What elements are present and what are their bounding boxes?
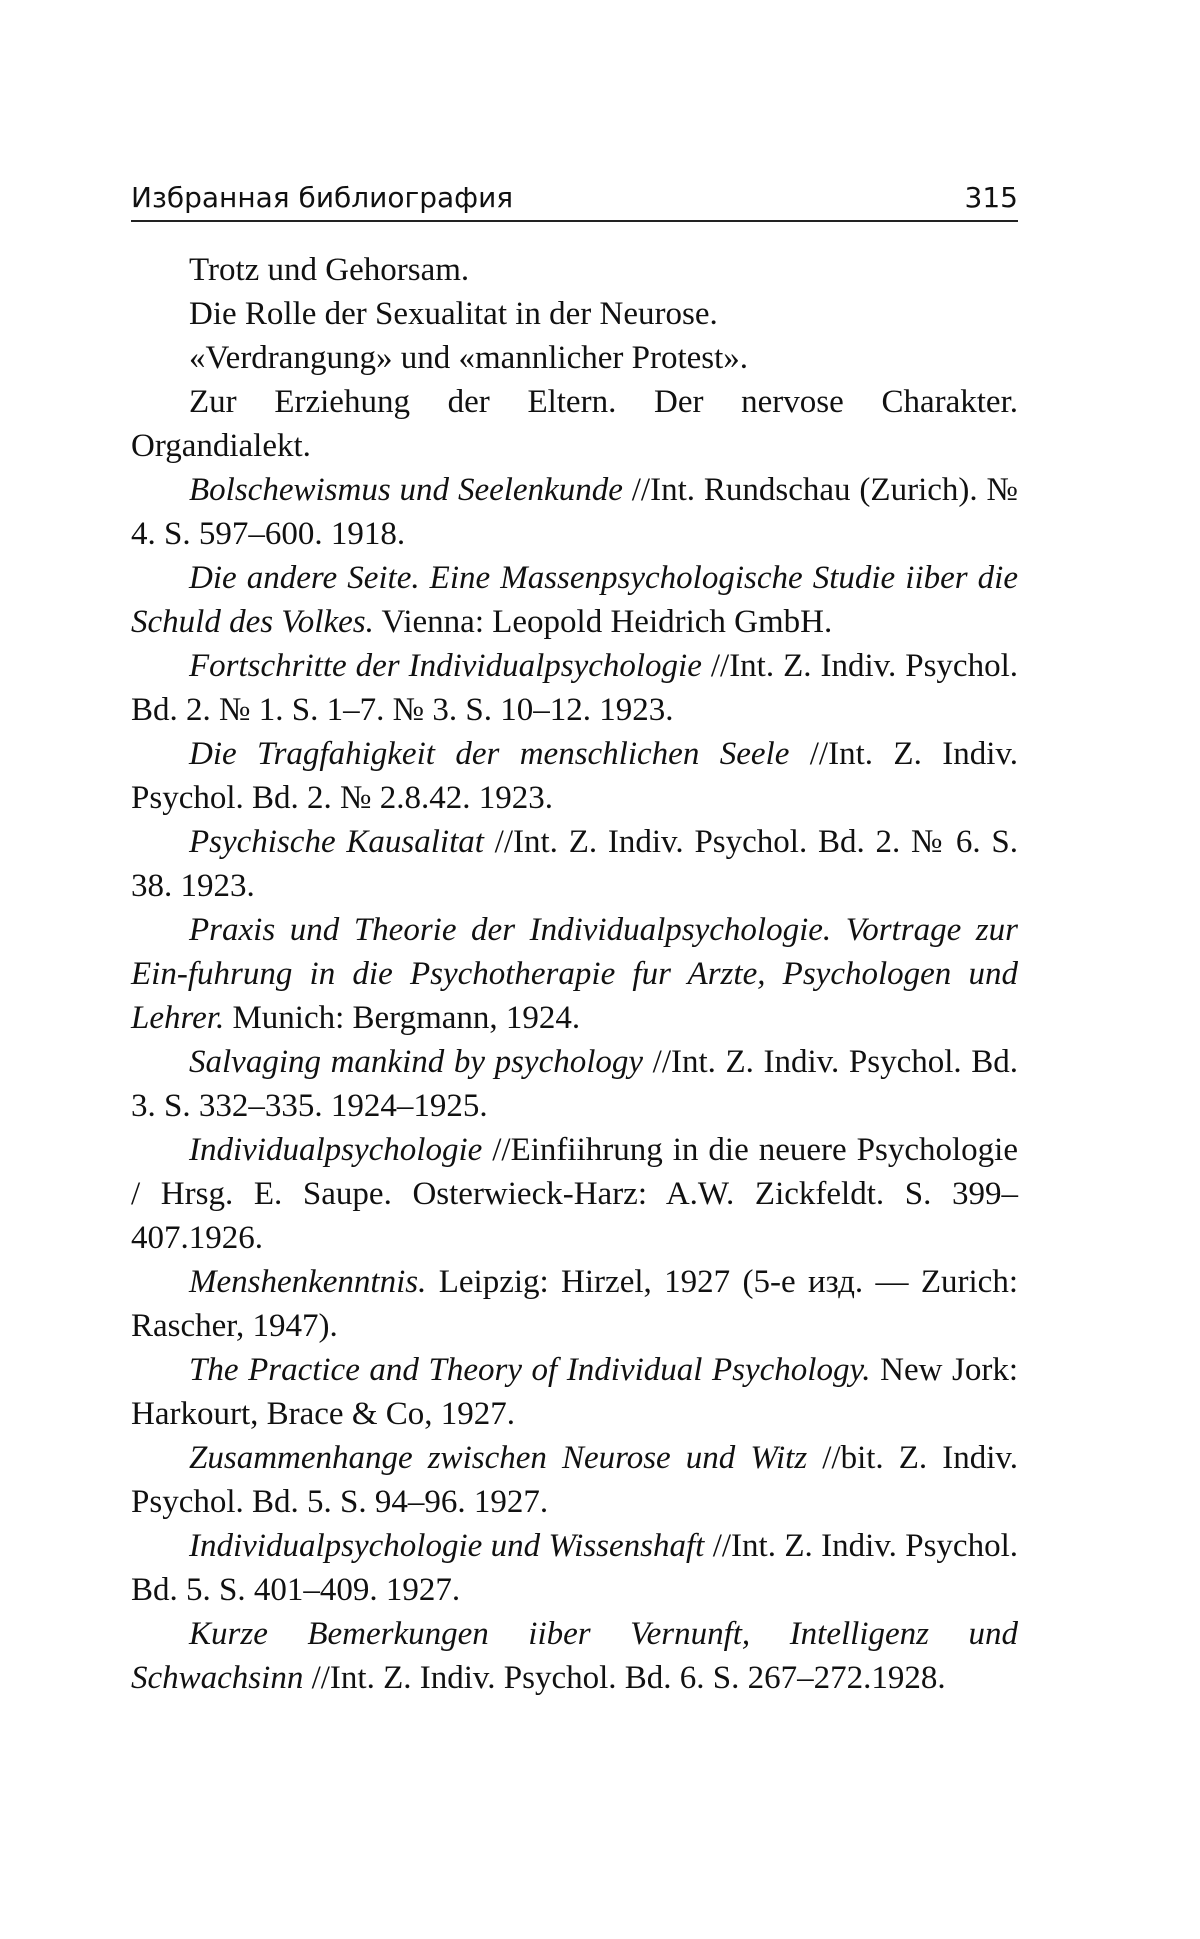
running-header [131,176,1018,222]
entry-title: Bolschewismus und Seelenkunde [189,472,623,508]
entry-title: The Practice and Theory of Individual Psychology. [189,1352,871,1388]
entry-title: Die andere Seite. Eine Massenpsychologische Studie iiber die Schuld des Volkes. [131,560,1018,640]
entry-details: //Int. Z. Indiv. Psychol. Bd. 2. № 1. S. 1–7. № 3. S. 10–12. 1923. [131,648,1018,728]
entry-title: Individualpsychologie und Wissenshaft [189,1528,705,1564]
bibliography-entry [131,908,1018,1040]
bibliography-entry [131,1348,1018,1436]
bibliography-entry [131,292,1018,336]
entry-title: Menshenkenntnis. [189,1264,427,1300]
entry-title: Individualpsychologie [189,1132,483,1168]
entry-details: //Int. Z. Indiv. Psychol. Bd. 2. № 6. S. 38. 1923. [131,824,1018,904]
running-header-title: Избранная библиография [131,181,514,214]
entry-details: //Int. Z. Indiv. Psychol. Bd. 3. S. 332–335. 1924–1925. [131,1044,1018,1124]
bibliography-entry [131,556,1018,644]
bibliography-entry [131,468,1018,556]
bibliography-list [131,248,1018,1700]
bibliography-entry [131,1260,1018,1348]
bibliography-entry [131,1436,1018,1524]
bibliography-entry [131,336,1018,380]
entry-details: //Int. Z. Indiv. Psychol. Bd. 6. S. 267–272.1928. [303,1660,946,1696]
entry-title: Psychische Kausalitat [189,824,484,860]
bibliography-entry [131,380,1018,468]
entry-details: //Einfiihrung in die neuere Psychologie / Hrsg. E. Saupe. Osterwieck-Harz: A.W. Zickfeldt. S. 399–407.1926. [131,1132,1018,1256]
entry-details: Munich: Bergmann, 1924. [224,1000,581,1036]
entry-details: Vienna: Leopold Heidrich GmbH. [373,604,833,640]
bibliography-entry [131,1128,1018,1260]
entry-title: Die Tragfahigkeit der menschlichen Seele [189,736,790,772]
entry-details: Zur Erziehung der Eltern. Der nervose Charakter. Organdialekt. [131,384,1018,464]
entry-details: //Int. Z. Indiv. Psychol. Bd. 2. № 2.8.42. 1923. [131,736,1018,816]
entry-title: Salvaging mankind by psychology [189,1044,644,1080]
bibliography-entry [131,732,1018,820]
entry-details: Leipzig: Hirzel, 1927 (5-е изд. — Zurich: Rascher, 1947). [131,1264,1018,1344]
entry-title: Kurze Bemerkungen iiber Vernunft, Intelligenz und Schwachsinn [131,1616,1018,1696]
entry-title: Zusammenhange zwischen Neurose und Witz [189,1440,808,1476]
bibliography-entry [131,820,1018,908]
entry-details: New Jork: Harkourt, Brace & Co, 1927. [131,1352,1018,1432]
entry-details: Die Rolle der Sexualitat in der Neurose. [189,296,718,332]
page-number: 315 [964,181,1018,214]
entry-title: Praxis und Theorie der Individualpsychologie. Vortrage zur Ein-fuhrung in die Psychotherapie fur Arzte, Psychologen und Lehrer. [131,912,1018,1036]
bibliography-entry [131,644,1018,732]
entry-details: //Int. Rundschau (Zurich). № 4. S. 597–600. 1918. [131,472,1019,552]
bibliography-entry [131,1524,1018,1612]
bibliography-entry [131,1040,1018,1128]
bibliography-entry [131,1612,1018,1700]
bibliography-entry [131,248,1018,292]
entry-details: «Verdrangung» und «mannlicher Protest». [189,340,749,376]
entry-details: //Int. Z. Indiv. Psychol. Bd. 5. S. 401–409. 1927. [131,1528,1018,1608]
book-page [131,176,1018,1700]
entry-title: Fortschritte der Individualpsychologie [189,648,702,684]
entry-details: Trotz und Gehorsam. [189,252,470,288]
entry-details: //bit. Z. Indiv. Psychol. Bd. 5. S. 94–96. 1927. [131,1440,1018,1520]
